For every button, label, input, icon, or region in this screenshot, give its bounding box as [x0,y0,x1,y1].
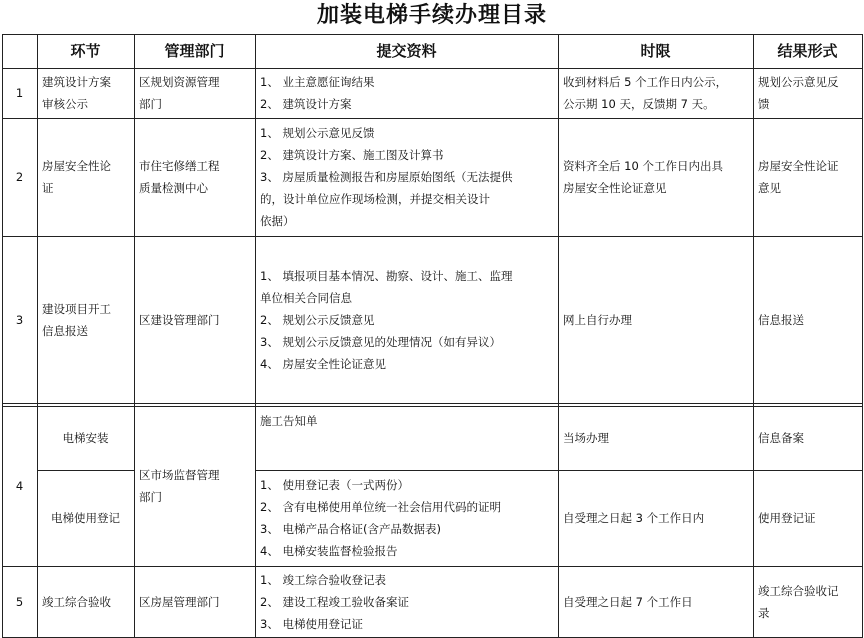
material-item: 2、 含有电梯使用单位统一社会信用代码的证明 [260,500,501,514]
dept-text: 市住宅修缮工程 [139,159,220,173]
dept-text: 区建设管理部门 [139,312,220,327]
step-text: 审核公示 [42,97,88,111]
time-cell [558,118,753,236]
time-text: 资料齐全后 10 个工作日内出具 [563,159,723,173]
step-text: 房屋安全性论 [42,159,111,173]
time-text: 收到材料后 5 个工作日内公示， [563,75,728,89]
material-item: 1、 填报项目基本情况、勘察、设计、施工、监理 [260,268,513,283]
dept-cell [134,406,255,566]
result-text: 规划公示意见反 [758,75,839,89]
dept-cell [134,118,255,236]
result-text: 录 [758,605,770,620]
time-text: 房屋安全性论证意见 [563,181,667,195]
result-text: 馈 [758,97,770,111]
dept-text: 质量检测中心 [139,181,208,195]
result-cell [753,118,862,236]
time-cell [558,68,753,118]
material-item: 3、 电梯使用登记证 [260,616,363,631]
row-number: 2 [15,170,24,184]
dept-text: 部门 [139,97,162,111]
time-text: 自受理之日起 3 个工作日内 [563,511,705,525]
row-number: 1 [15,86,24,100]
step-cell [37,68,134,118]
step-cell [37,566,134,637]
material-item: 施工告知单 [260,414,318,428]
material-item: 1、 竣工综合验收登记表 [260,572,386,587]
result-text: 意见 [758,181,781,195]
material-item: 4、 电梯安装监督检验报告 [260,544,398,558]
header-result: 结果形式 [777,42,838,60]
header-step: 环节 [70,42,101,60]
result-text: 竣工综合验收记 [758,583,839,598]
materials-cell [255,406,558,470]
result-cell [753,406,862,470]
time-cell [558,236,753,403]
material-item: 2、 规划公示反馈意见 [260,312,375,327]
step-text: 建设项目开工 [42,301,111,316]
step-text: 电梯使用登记 [51,511,120,525]
materials-cell [255,68,558,118]
result-text: 使用登记证 [758,511,816,525]
time-text: 网上自行办理 [563,312,632,327]
step-text: 信息报送 [42,323,88,338]
material-item: 3、 电梯产品合格证(含产品数据表) [260,522,441,536]
material-item: 1、 业主意愿征询结果 [260,75,375,89]
header-dept: 管理部门 [164,42,225,60]
material-item: 1、 使用登记表（一式两份） [260,478,409,492]
dept-cell [134,236,255,403]
materials-cell [255,566,558,637]
material-item: 的，设计单位应作现场检测，并提交相关设计 [260,192,490,206]
row-number: 5 [15,594,24,609]
result-text: 信息报送 [758,312,804,327]
row-number: 4 [15,479,24,493]
step-cell [37,470,134,566]
step-text: 建筑设计方案 [42,75,111,89]
result-cell [753,566,862,637]
material-item: 单位相关合同信息 [260,290,352,305]
materials-cell [255,470,558,566]
table-border-right [862,34,863,638]
material-item: 2、 建筑设计方案、施工图及计算书 [260,148,444,162]
time-cell [558,566,753,637]
row-number: 3 [15,312,24,327]
step-cell [37,236,134,403]
header-time: 时限 [640,42,671,60]
step-cell [37,118,134,236]
material-item: 1、 规划公示意见反馈 [260,126,375,140]
step-text: 电梯安装 [62,431,109,445]
row-divider [2,403,863,404]
dept-text: 区规划资源管理 [139,75,220,89]
dept-cell [134,566,255,637]
result-cell [753,68,862,118]
time-text: 公示期 10 天，反馈期 7 天。 [563,97,715,111]
time-cell [558,406,753,470]
material-item: 3、 规划公示反馈意见的处理情况（如有异议） [260,334,501,349]
material-item: 4、 房屋安全性论证意见 [260,356,386,371]
header-materials: 提交资料 [376,42,437,60]
dept-text: 部门 [139,490,162,504]
materials-cell [255,118,558,236]
result-cell [753,236,862,403]
time-text: 自受理之日起 7 个工作日 [563,594,693,609]
material-item: 2、 建设工程竣工验收备案证 [260,594,409,609]
material-item: 3、 房屋质量检测报告和房屋原始图纸（无法提供 [260,170,513,184]
material-item: 2、 建筑设计方案 [260,97,352,111]
dept-text: 区房屋管理部门 [139,594,220,609]
result-text: 信息备案 [758,431,804,445]
dept-cell [134,68,255,118]
step-text: 竣工综合验收 [42,594,111,609]
result-cell [753,470,862,566]
material-item: 依据） [260,214,295,228]
step-cell [37,406,134,470]
document-title: 加装电梯手续办理目录 [316,3,547,28]
step-text: 证 [42,181,54,195]
time-cell [558,470,753,566]
result-text: 房屋安全性论证 [758,159,839,173]
time-text: 当场办理 [563,431,609,445]
dept-text: 区市场监督管理 [139,468,220,482]
materials-cell [255,236,558,403]
